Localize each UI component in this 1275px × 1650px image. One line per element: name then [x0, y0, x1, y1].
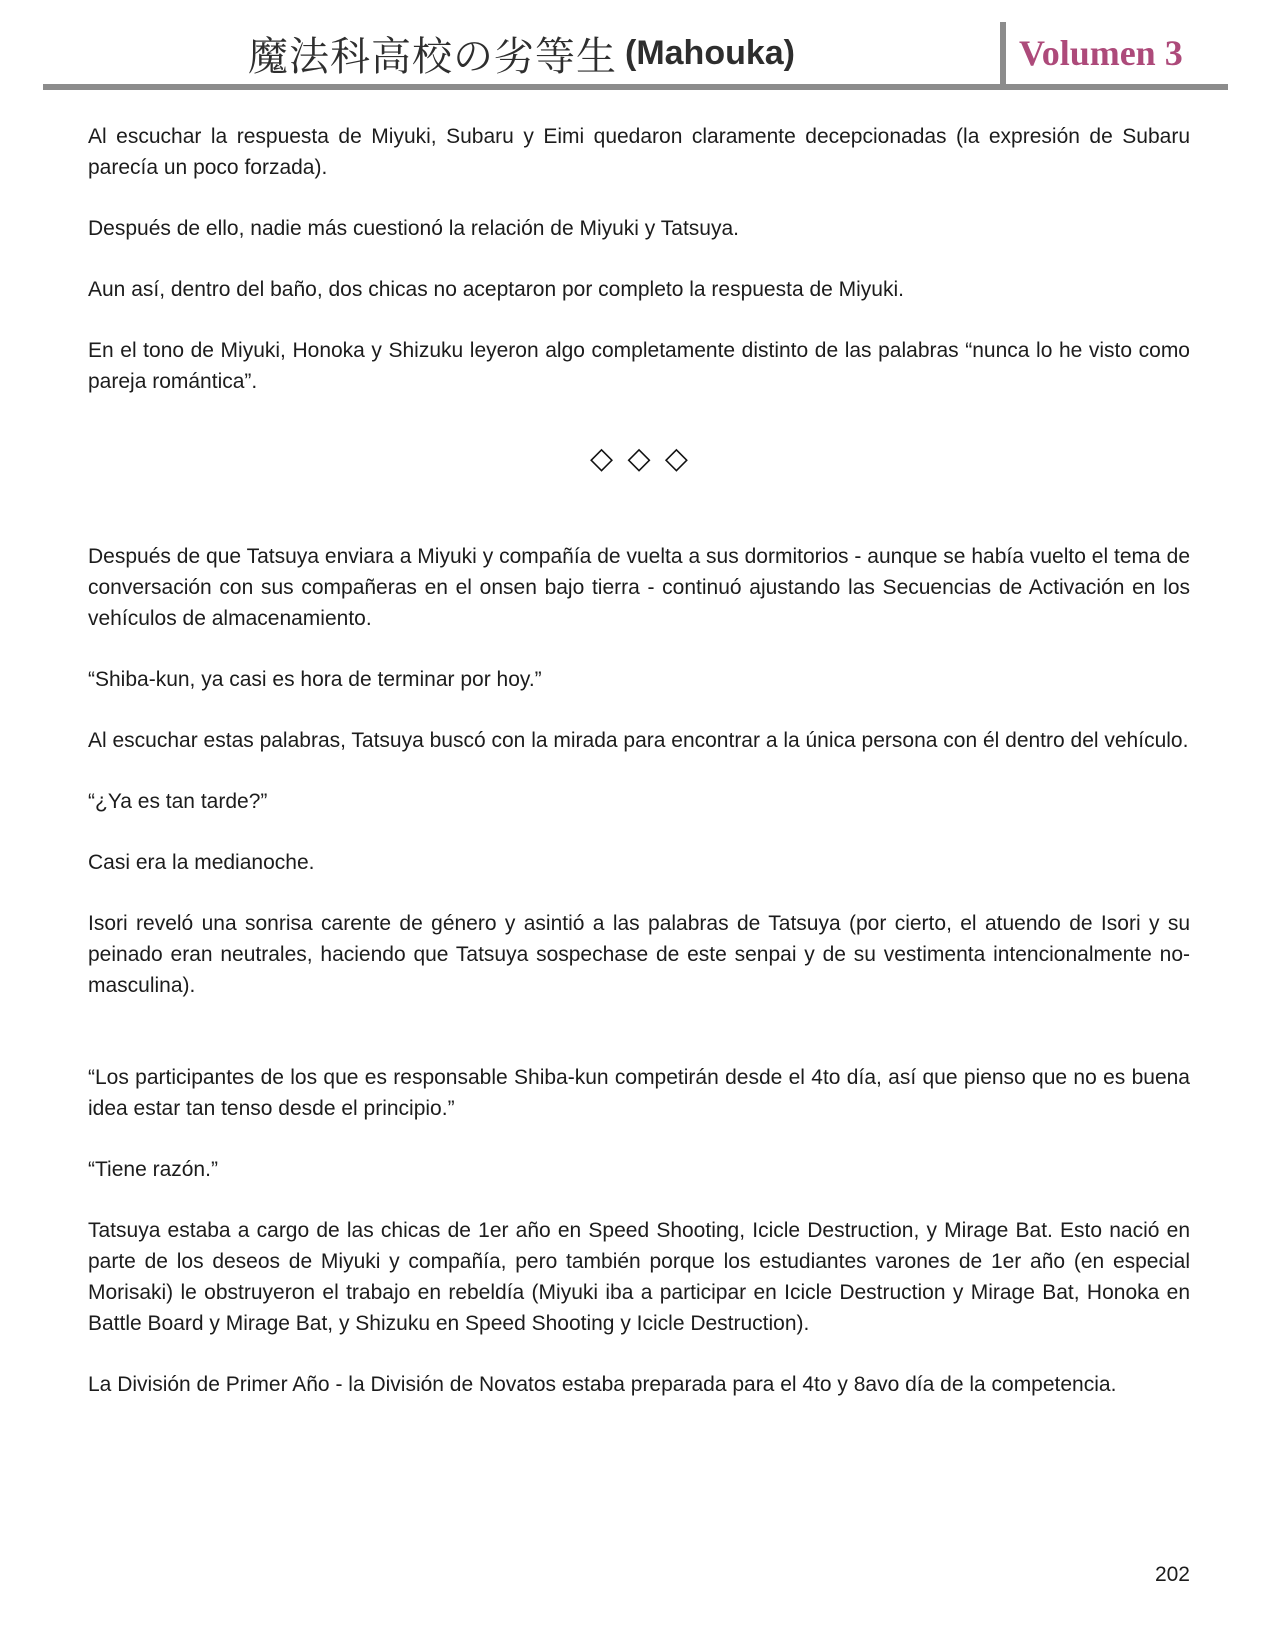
paragraph: Casi era la medianoche. — [88, 851, 315, 874]
paragraph: Isori reveló una sonrisa carente de género y asintió a las palabras de Tatsuya (por cierto, el atuendo de Isori y su peinado eran neutrales, haciendo que Tatsuya sospechase de este senpai y de su vestimenta intencionalmente no-masculina). — [88, 912, 1190, 997]
paragraph: Al escuchar estas palabras, Tatsuya buscó con la mirada para encontrar a la única persona con él dentro del vehículo. — [88, 729, 1189, 752]
title-romanized: (Mahouka) — [625, 33, 795, 72]
paragraph: Después de ello, nadie más cuestionó la relación de Miyuki y Tatsuya. — [88, 217, 739, 240]
paragraph: “Shiba-kun, ya casi es hora de terminar por hoy.” — [88, 668, 542, 691]
paragraph: Aun así, dentro del baño, dos chicas no aceptaron por completo la respuesta de Miyuki. — [88, 278, 904, 301]
body-text — [88, 90, 1190, 1400]
volume-label: Volumen 3 — [1019, 33, 1183, 73]
paragraph: “¿Ya es tan tarde?” — [88, 790, 268, 813]
page-title — [43, 22, 1000, 84]
paragraph: La División de Primer Año - la División de Novatos estaba preparada para el 4to y 8avo día de la competencia. — [88, 1373, 1117, 1396]
paragraph: En el tono de Miyuki, Honoka y Shizuku leyeron algo completamente distinto de las palabras “nunca lo he visto como pareja romántica”. — [88, 339, 1190, 393]
paragraph: “Los participantes de los que es responsable Shiba-kun competirán desde el 4to día, así que pienso que no es buena idea estar tan tenso desde el principio.” — [88, 1066, 1190, 1120]
scene-divider: ◇ ◇ ◇ — [590, 442, 688, 475]
paragraph: “Tiene razón.” — [88, 1158, 218, 1181]
paragraph: Después de que Tatsuya enviara a Miyuki y compañía de vuelta a sus dormitorios - aunque se había vuelto el tema de conversación con sus compañeras en el onsen bajo tierra - continuó ajustando las Secuencias de Activación en los vehículos de almacenamiento. — [88, 545, 1190, 630]
page-number: 202 — [1154, 1563, 1190, 1586]
title-japanese: 魔法科高校の劣等生 — [248, 33, 617, 79]
paragraph: Tatsuya estaba a cargo de las chicas de 1er año en Speed Shooting, Icicle Destruction, y Mirage Bat. Esto nació en parte de los deseos de Miyuki y compañía, pero también porque los estudiantes varones de 1er año (en especial Morisaki) le obstruyeron el trabajo en rebeldía (Miyuki iba a participar en Icicle Destruction y Mirage Bat, Honoka en Battle Board y Mirage Bat, y Shizuku en Speed Shooting y Icicle Destruction). — [88, 1219, 1190, 1335]
page-header — [43, 22, 1228, 90]
paragraph: Al escuchar la respuesta de Miyuki, Subaru y Eimi quedaron claramente decepcionadas (la expresión de Subaru parecía un poco forzada). — [88, 125, 1190, 179]
volume-cell — [1000, 22, 1228, 84]
